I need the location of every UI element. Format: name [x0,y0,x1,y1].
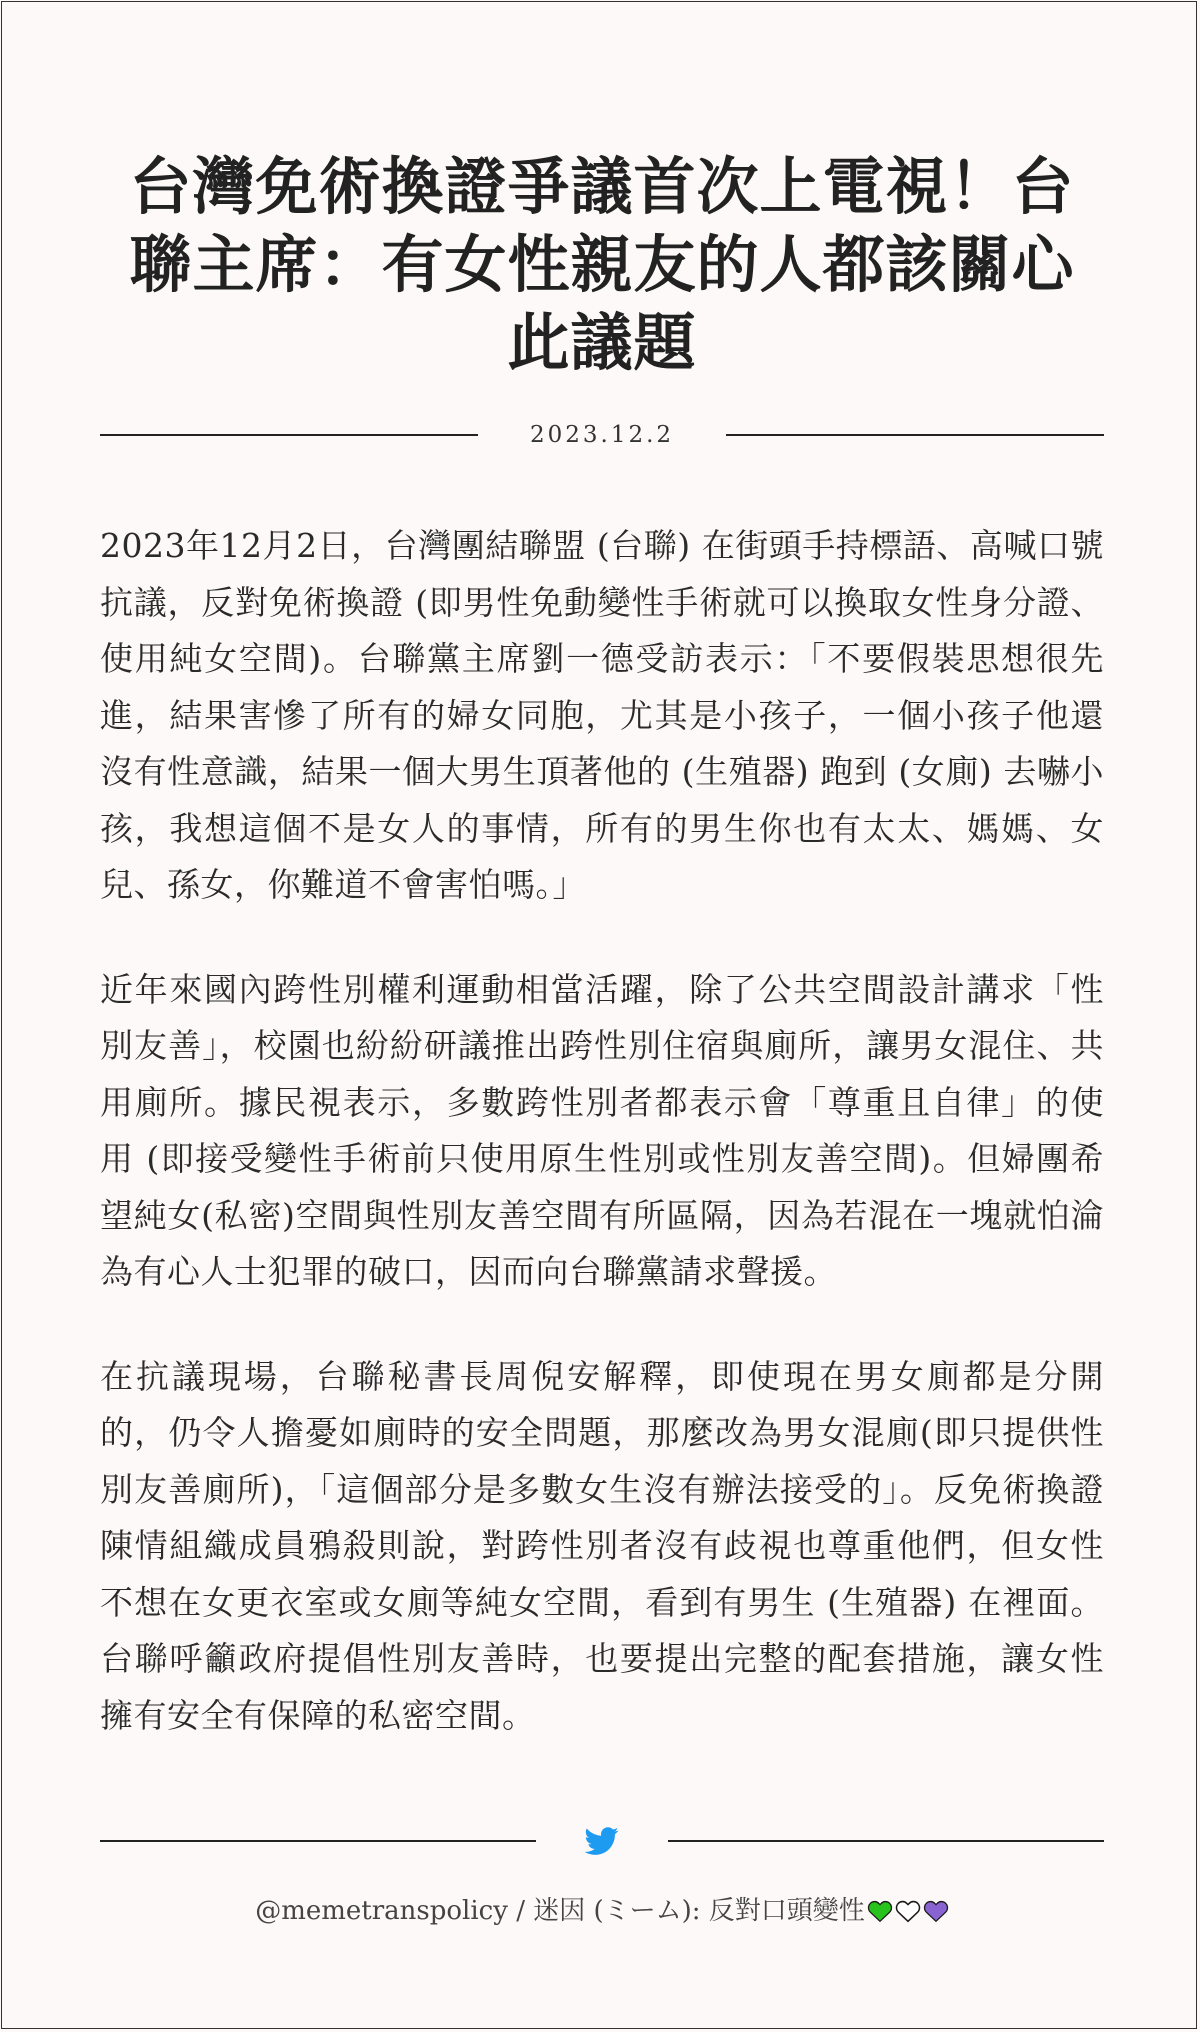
post-card [1,1,1197,2029]
twitter-bird-icon [584,1824,620,1858]
article-date: 2023.12.2 [529,422,675,448]
paragraph-2: 近年來國內跨性別權利運動相當活躍，除了公共空間設計講求「性別友善」，校園也紛紛研議推出跨性別住宿與廁所，讓男女混住、共用廁所。據民視表示，多數跨性別者都表示會「尊重且自律」的使用 (即接受變性手術前只使用原生性別或性別友善空間)。但婦團希望純女(私密)空間與性別友善空間有所區隔，因為若混在一塊就怕淪為有心人士犯罪的破口，因而向台聯黨請求聲援。 [100,969,1104,1291]
divider-line-right [726,434,1104,436]
green-heart-icon [867,1899,893,1923]
footer-line-left [100,1840,536,1842]
paragraph-1: 2023年12月2日，台灣團結聯盟 (台聯) 在街頭手持標語、高喊口號抗議，反對免術換證 (即男性免動變性手術就可以換取女性身分證、使用純女空間)。台聯黨主席劉一德受訪表示：「不要假裝思想很先進，結果害慘了所有的婦女同胞，尤其是小孩子，一個小孩子他還沒有性意識，結果一個大男生頂著他的 (生殖器) 跑到 (女廁) 去嚇小孩，我想這個不是女人的事情，所有的男生你也有太太、媽媽、女兒、孫女，你難道不會害怕嗎。」 [100,526,1104,904]
footer-divider [100,1824,1104,1858]
white-heart-icon [895,1899,921,1923]
account-handle [100,1892,1104,1930]
handle-text: @memetranspolicy / 迷因 (ミーム): 反對口頭變性 [255,1896,865,1926]
article-title: 台灣免術換證爭議首次上電視！台聯主席：有女性親友的人都該關心此議題 [129,150,1075,379]
date-divider [100,420,1104,450]
footer-line-right [668,1840,1104,1842]
purple-heart-icon [923,1899,949,1923]
article-body [100,518,1104,1792]
paragraph-3: 在抗議現場，台聯秘書長周倪安解釋，即使現在男女廁都是分開的，仍令人擔憂如廁時的安全問題，那麼改為男女混廁(即只提供性別友善廁所)，「這個部分是多數女生沒有辦法接受的」。反免術換證陳情組織成員鴉殺則說，對跨性別者沒有歧視也尊重他們，但女性不想在女更衣室或女廁等純女空間，看到有男生 (生殖器) 在裡面。台聯呼籲政府提倡性別友善時，也要提出完整的配套措施，讓女性擁有安全有保障的私密空間。 [100,1356,1104,1735]
